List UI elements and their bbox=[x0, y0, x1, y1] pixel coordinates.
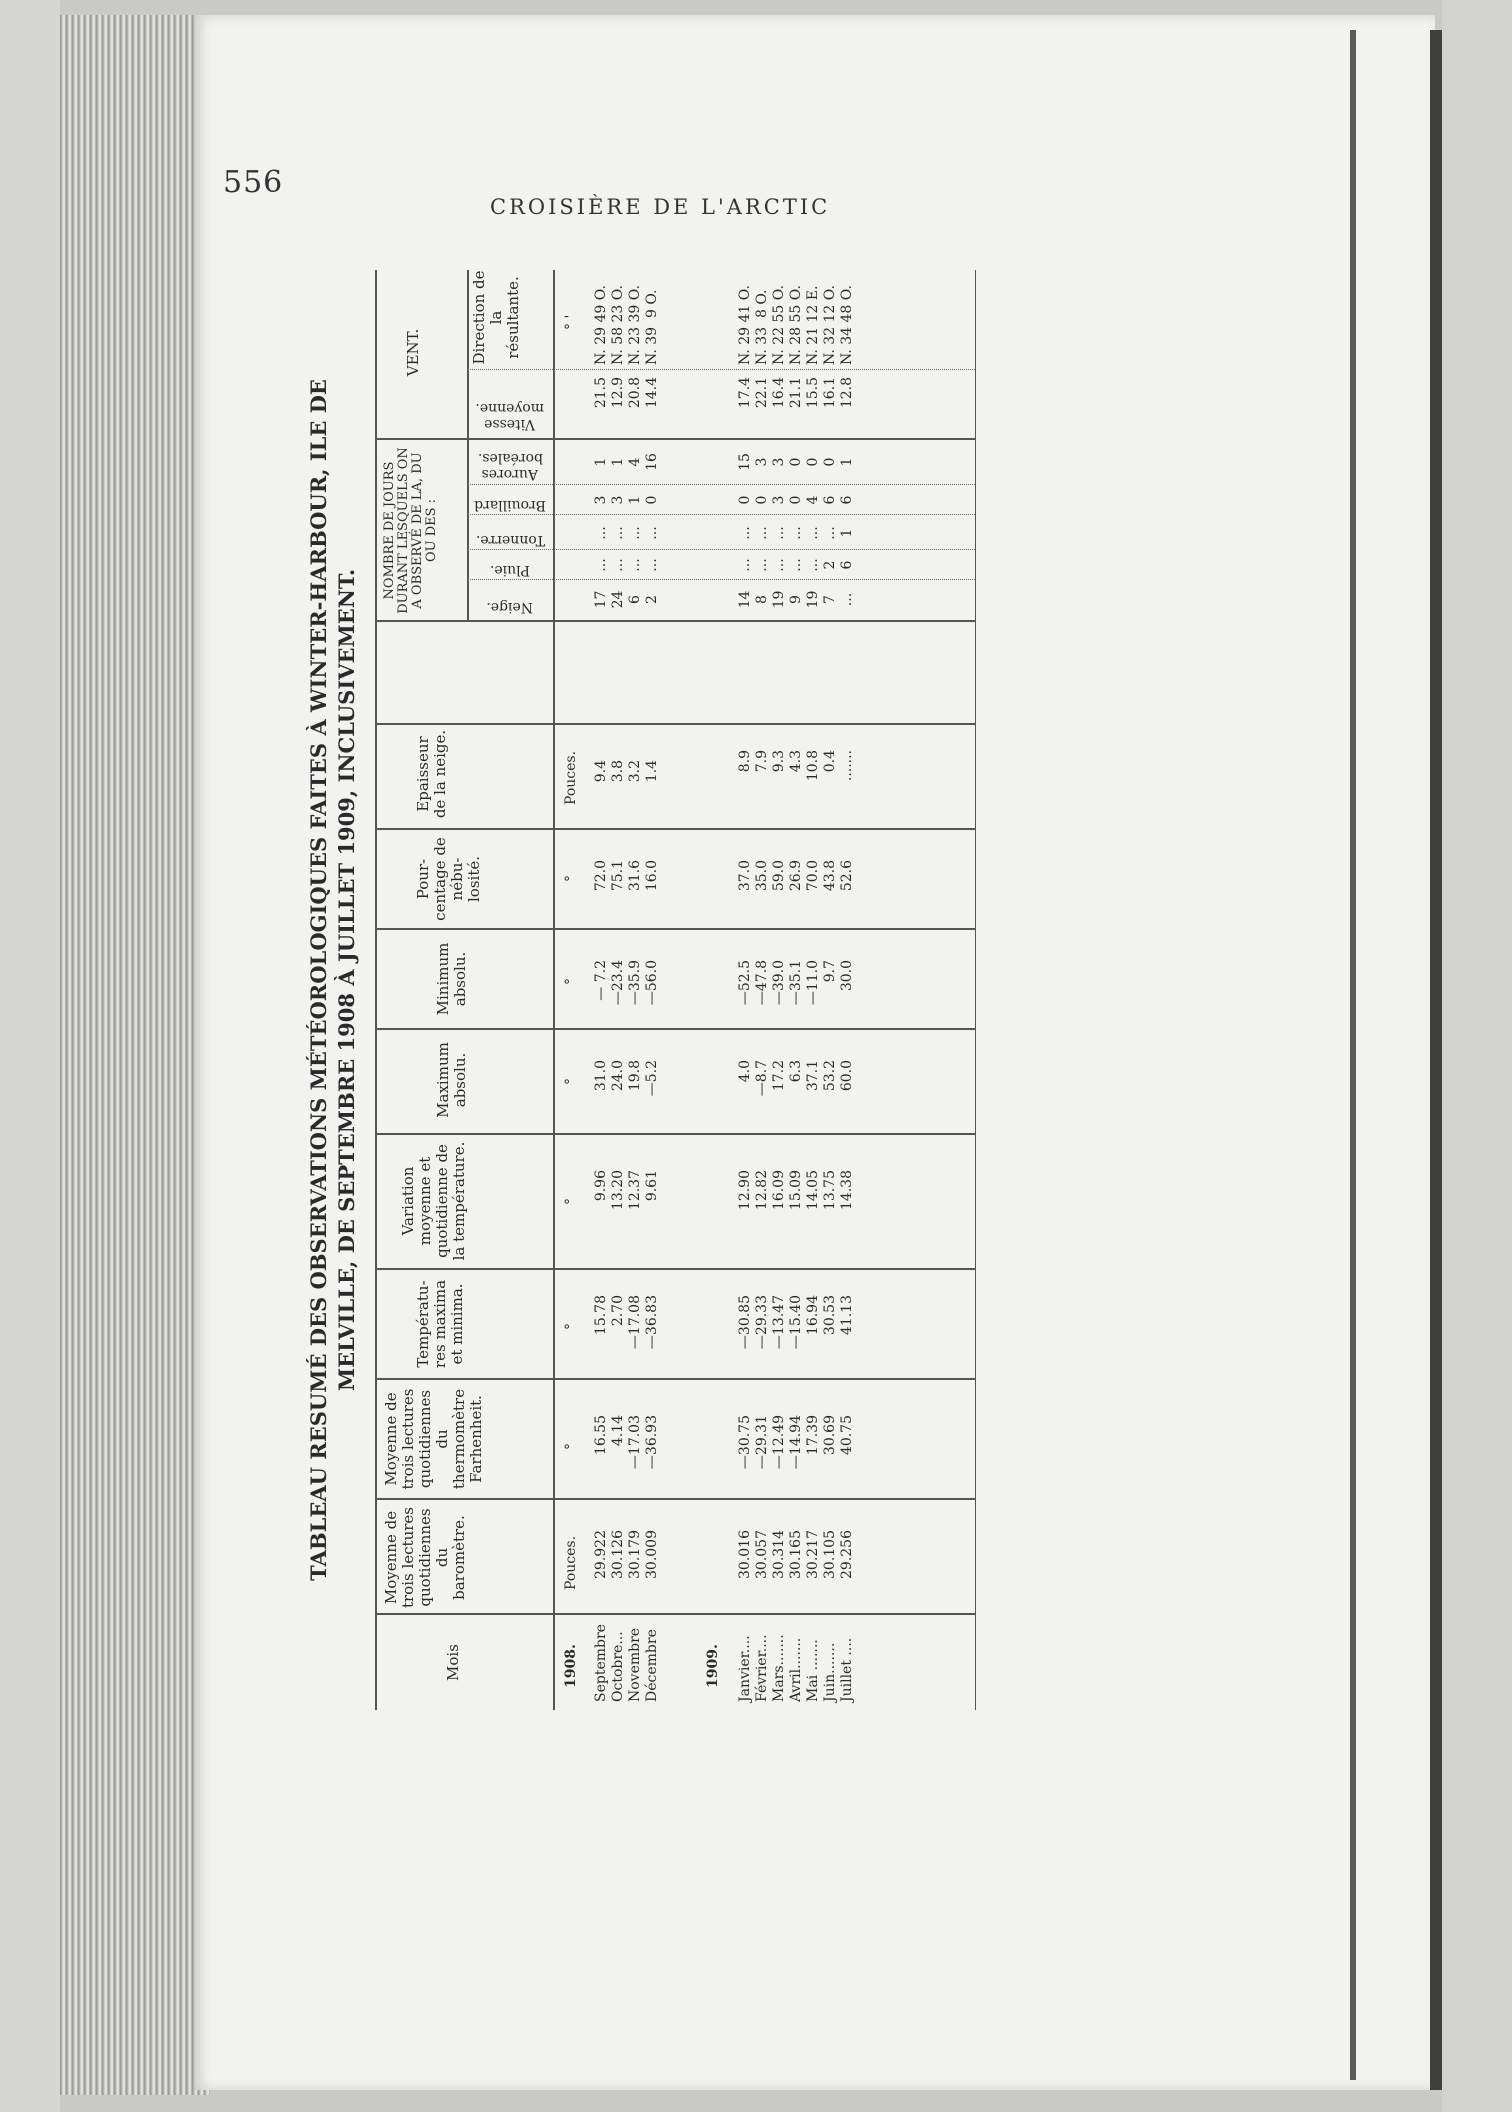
col-tonnerre-1908: ... ... ... ... bbox=[593, 526, 660, 540]
col-divider-dotted bbox=[467, 484, 975, 485]
col-brouillard-1908: 3 3 1 0 bbox=[593, 495, 660, 505]
unit-temp-max-min: ° bbox=[563, 1323, 579, 1330]
col-barometre-1909: 30.016 30.057 30.314 30.165 30.217 30.105 29.256 bbox=[737, 1530, 855, 1579]
header-maximum: Maximum absolu. bbox=[434, 1042, 469, 1118]
col-vitesse-1908: 21.5 12.9 20.8 14.4 bbox=[593, 377, 660, 409]
col-divider bbox=[375, 1614, 975, 1616]
book-page-edges bbox=[60, 15, 210, 2095]
header-vent: VENT. bbox=[404, 328, 422, 377]
col-nebulosite-1908: 72.0 75.1 31.6 16.0 bbox=[593, 860, 660, 892]
col-divider bbox=[375, 1134, 975, 1136]
header-barometre: Moyenne de trois lectures quotidiennes du baromètre. bbox=[382, 1507, 468, 1609]
col-divider bbox=[375, 1029, 975, 1031]
col-maximum-1908: 31.0 24.0 19.8 —5.2 bbox=[593, 1060, 660, 1097]
unit-epaisseur: Pouces. bbox=[563, 750, 579, 805]
header-temp-max-min: Températu- res maxima et minima. bbox=[414, 1279, 466, 1369]
col-epaisseur-1908: 9.4 3.8 3.2 1.4 bbox=[593, 760, 660, 783]
rotated-table bbox=[305, 250, 1085, 1710]
col-divider bbox=[375, 1269, 975, 1271]
weather-table bbox=[375, 250, 1095, 1710]
col-thermometre-1908: 16.55 4.14 —17.03 —36.93 bbox=[593, 1415, 660, 1470]
col-epaisseur-1909: 8.9 7.9 9.3 4.3 10.8 0.4 ....... bbox=[737, 750, 855, 782]
col-vitesse-1909: 17.4 22.1 16.4 21.1 15.5 16.1 12.8 bbox=[737, 377, 855, 409]
col-divider-dotted bbox=[467, 579, 975, 580]
unit-variation: ° bbox=[563, 1198, 579, 1205]
col-thermometre-1909: —30.75 —29.31 —12.49 —14.94 17.39 30.69 40.75 bbox=[737, 1415, 855, 1470]
header-minimum: Minimum absolu. bbox=[434, 942, 469, 1016]
header-thermometre: Moyenne de trois lectures quotidiennes du thermomètre Farhenheit. bbox=[382, 1388, 485, 1490]
header-epaisseur-neige: Epaisseur de la neige. bbox=[414, 729, 449, 819]
header-aurores: Aurores boréales. bbox=[477, 450, 543, 482]
col-temp-max-min-1909: —30.85 —29.33 —13.47 —15.40 16.94 30.53 41.13 bbox=[737, 1295, 855, 1350]
col-divider bbox=[375, 439, 975, 441]
col-divider-dotted bbox=[467, 514, 975, 515]
col-maximum-1909: 4.0 —8.7 17.2 6.3 37.1 53.2 60.0 bbox=[737, 1060, 855, 1097]
col-divider-dotted bbox=[467, 369, 975, 370]
col-divider bbox=[375, 1379, 975, 1381]
col-aurores-1908: 1 1 4 16 bbox=[593, 453, 660, 471]
col-divider bbox=[375, 724, 975, 726]
header-nebulosite: Pour- centage de nébu- losité. bbox=[414, 837, 483, 921]
header-neige-jours: Neige. bbox=[486, 599, 534, 615]
col-pluie-1908: ... ... ... ... bbox=[593, 558, 660, 572]
header-mois: Mois bbox=[444, 1644, 462, 1681]
col-brouillard-1909: 0 0 3 0 4 6 6 bbox=[737, 495, 855, 505]
table-title bbox=[305, 280, 361, 1680]
subheader-rule bbox=[467, 270, 469, 622]
col-minimum-1909: —52.5 —47.8 —39.0 —35.1 —11.0 9.7 30.0 bbox=[737, 960, 855, 1006]
header-rule bbox=[553, 270, 555, 1615]
col-neige-1908: 17 24 6 2 bbox=[593, 590, 660, 609]
year-1909-label: 1909. bbox=[705, 1644, 721, 1688]
table-title-line1: TABLEAU RESUMÉ DES OBSERVATIONS MÉTÉOROLOGIQUES FAITES À WINTER-HARBOUR, ILE DE bbox=[306, 379, 331, 1581]
scan-background-right bbox=[1442, 0, 1512, 2112]
unit-nebulosite: ° bbox=[563, 875, 579, 882]
col-pluie-1909: ... ... ... ... ... 2 6 bbox=[737, 558, 855, 572]
header-nombre-de-jours: NOMBRE DE JOURS DURANT LESQUELS ON A OBSERVÉ DE LA, DU OU DES : bbox=[382, 447, 439, 614]
col-minimum-1908: — 7.2 —23.4 —35.9 —56.0 bbox=[593, 960, 660, 1006]
months-1909: Janvier.... Février.... Mars....... Avril....... Mai ....... Juin....... Juillet .... bbox=[737, 1634, 855, 1702]
col-neige-1909: 14 8 19 9 19 7 ... bbox=[737, 590, 855, 609]
col-divider-dotted bbox=[467, 549, 975, 550]
col-nebulosite-1909: 37.0 35.0 59.0 26.9 70.0 43.8 52.6 bbox=[737, 860, 855, 892]
col-barometre-1908: 29.922 30.126 30.179 30.009 bbox=[593, 1530, 660, 1579]
col-direction-1909: N. 29 41 O. N. 33 8 O. N. 22 55 O. N. 28 55 O. N. 21 12 E. N. 32 12 O. N. 34 48 O. bbox=[737, 285, 855, 365]
col-aurores-1909: 15 3 3 0 0 0 1 bbox=[737, 453, 855, 471]
page-number: 556 bbox=[223, 165, 284, 200]
header-rule-mois bbox=[553, 1615, 555, 1710]
header-pluie: Pluie. bbox=[489, 562, 531, 578]
header-brouillard: Brouillard bbox=[474, 497, 546, 513]
months-1908: Septembre Octobre... Novembre Décembre bbox=[593, 1624, 660, 1702]
unit-minimum: ° bbox=[563, 978, 579, 985]
running-head: CROISIÈRE DE L'ARCTIC bbox=[490, 195, 831, 219]
unit-thermometre: ° bbox=[563, 1443, 579, 1450]
year-1908-label: 1908. bbox=[563, 1644, 579, 1688]
col-direction-1908: N. 29 49 O. N. 58 23 O. N. 23 39 O. N. 39 9 O. bbox=[593, 285, 660, 365]
col-divider bbox=[375, 1499, 975, 1501]
table-title-line2: MELVILLE, DE SEPTEMBRE 1908 À JUILLET 1909, INCLUSIVEMENT. bbox=[334, 568, 359, 1392]
header-direction: Direction de la résultante. bbox=[470, 270, 522, 365]
col-divider bbox=[375, 929, 975, 931]
gutter-line bbox=[1350, 30, 1356, 2080]
table-bottom-rule bbox=[975, 270, 976, 1710]
col-variation-1909: 12.90 12.82 16.09 15.09 14.05 13.75 14.38 bbox=[737, 1170, 855, 1211]
header-vitesse: Vitesse moyenne. bbox=[475, 400, 545, 432]
col-tonnerre-1909: ... ... ... ... ... ... 1 bbox=[737, 526, 855, 540]
unit-direction: ° ' bbox=[563, 314, 579, 330]
scan-background bbox=[0, 0, 60, 2112]
col-variation-1908: 9.96 13.20 12.37 9.61 bbox=[593, 1170, 660, 1211]
header-variation: Variation moyenne et quotidienne de la température. bbox=[399, 1141, 468, 1261]
col-divider bbox=[375, 829, 975, 831]
unit-barometre: Pouces. bbox=[563, 1535, 579, 1590]
header-tonnerre: Tonnerre. bbox=[475, 532, 545, 548]
unit-maximum: ° bbox=[563, 1078, 579, 1085]
col-divider bbox=[375, 621, 975, 623]
table-top-rule bbox=[375, 270, 377, 1710]
col-temp-max-min-1908: 15.78 2.70 —17.08 —36.83 bbox=[593, 1295, 660, 1350]
